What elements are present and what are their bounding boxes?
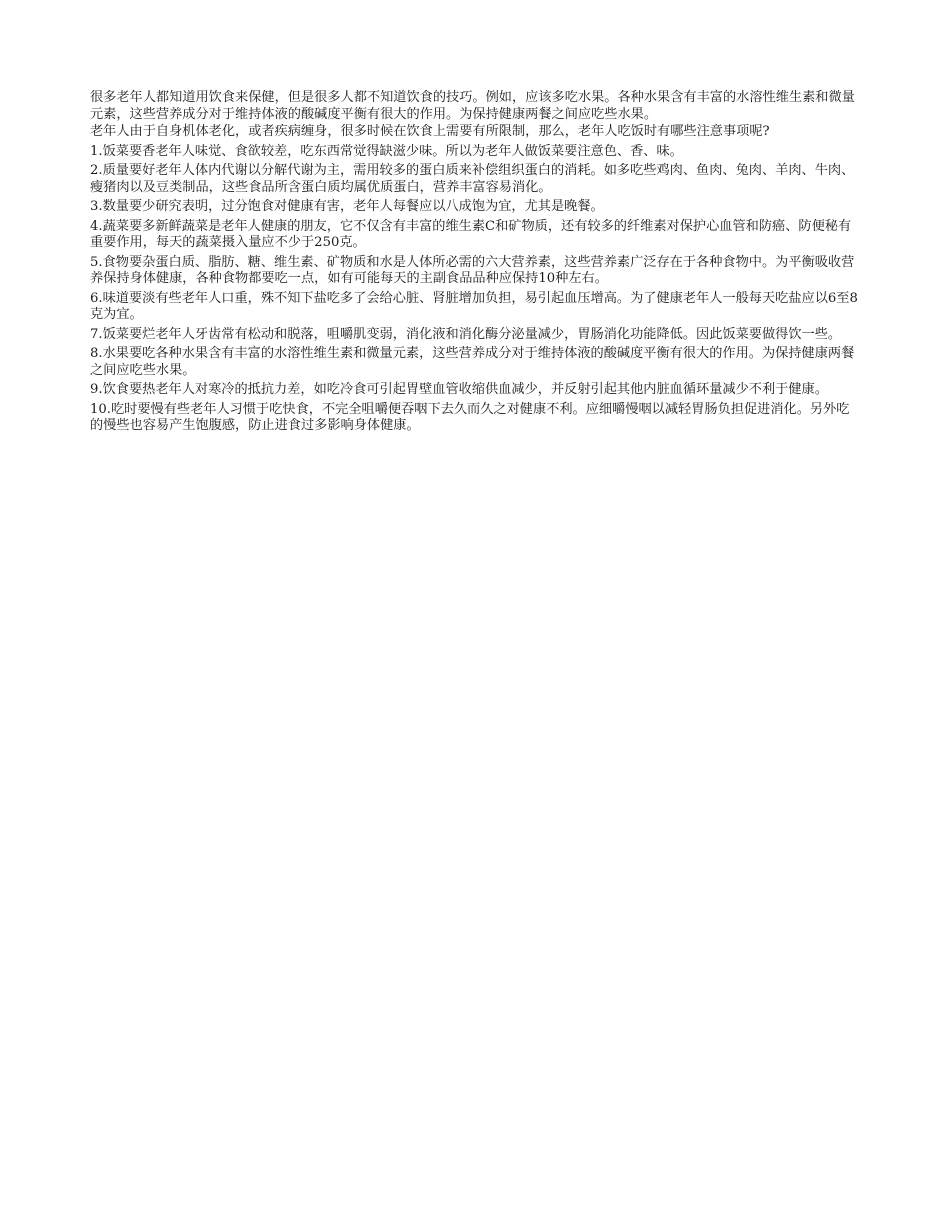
- list-item-5: 5.食物要杂蛋白质、脂肪、糖、维生素、矿物质和水是人体所必需的六大营养素，这些营养素广泛存在于各种食物中。为平衡吸收营养保持身体健康，各种食物都要吃一点，如有可能每天的主副食品品种应保持10种左右。: [90, 254, 855, 286]
- document-body: [90, 90, 862, 438]
- list-item-3: 3.数量要少研究表明，过分饱食对健康有害，老年人每餐应以八成饱为宜，尤其是晚餐。: [90, 199, 604, 214]
- list-item-8: 8.水果要吃各种水果含有丰富的水溶性维生素和微量元素，这些营养成分对于维持体液的酸碱度平衡有很大的作用。为保持健康两餐之间应吃些水果。: [90, 346, 855, 378]
- intro-paragraph-1: 很多老年人都知道用饮食来保健，但是很多人都不知道饮食的技巧。例如，应该多吃水果。各种水果含有丰富的水溶性维生素和微量元素，这些营养成分对于维持体液的酸碱度平衡有很大的作用。为保持健康两餐之间应吃些水果。: [90, 90, 855, 122]
- list-item-6: 6.味道要淡有些老年人口重，殊不知下盐吃多了会给心脏、肾脏增加负担，易引起血压增高。为了健康老年人一般每天吃盐应以6至8克为宜。: [90, 290, 858, 322]
- intro-paragraph-2: 老年人由于自身机体老化，或者疾病缠身，很多时候在饮食上需要有所限制，那么，老年人吃饭时有哪些注意事项呢?: [90, 124, 770, 139]
- list-item-7: 7.饭菜要烂老年人牙齿常有松动和脱落，咀嚼肌变弱，消化液和消化酶分泌量减少，胃肠消化功能降低。因此饭菜要做得饮一些。: [90, 326, 842, 342]
- list-item-10: 10.吃时要慢有些老年人习惯于吃快食，不完全咀嚼便吞咽下去久而久之对健康不利。应细嚼慢咽以减轻胃肠负担促进消化。另外吃的慢些也容易产生饱腹感，防止进食过多影响身体健康。: [90, 401, 850, 433]
- list-item-4: 4.蔬菜要多新鲜蔬菜是老年人健康的朋友，它不仅含有丰富的维生素C和矿物质，还有较多的纤维素对保护心血管和防癌、防便秘有重要作用，每天的蔬菜摄入量应不少于250克。: [90, 218, 852, 250]
- list-item-1: 1.饭菜要香老年人味觉、食欲较差，吃东西常觉得缺滋少味。所以为老年人做饭菜要注意色、香、味。: [90, 143, 683, 159]
- list-item-2: 2.质量要好老年人体内代谢以分解代谢为主，需用较多的蛋白质来补偿组织蛋白的消耗。如多吃些鸡肉、鱼肉、兔肉、羊肉、牛肉、瘦猪肉以及豆类制品，这些食品所含蛋白质均属优质蛋白，营养丰富容易消化。: [90, 163, 855, 195]
- list-item-9: 9.饮食要热老年人对寒冷的抵抗力差，如吃冷食可引起胃壁血管收缩供血减少，并反射引起其他内脏血循环量减少不利于健康。: [90, 382, 828, 397]
